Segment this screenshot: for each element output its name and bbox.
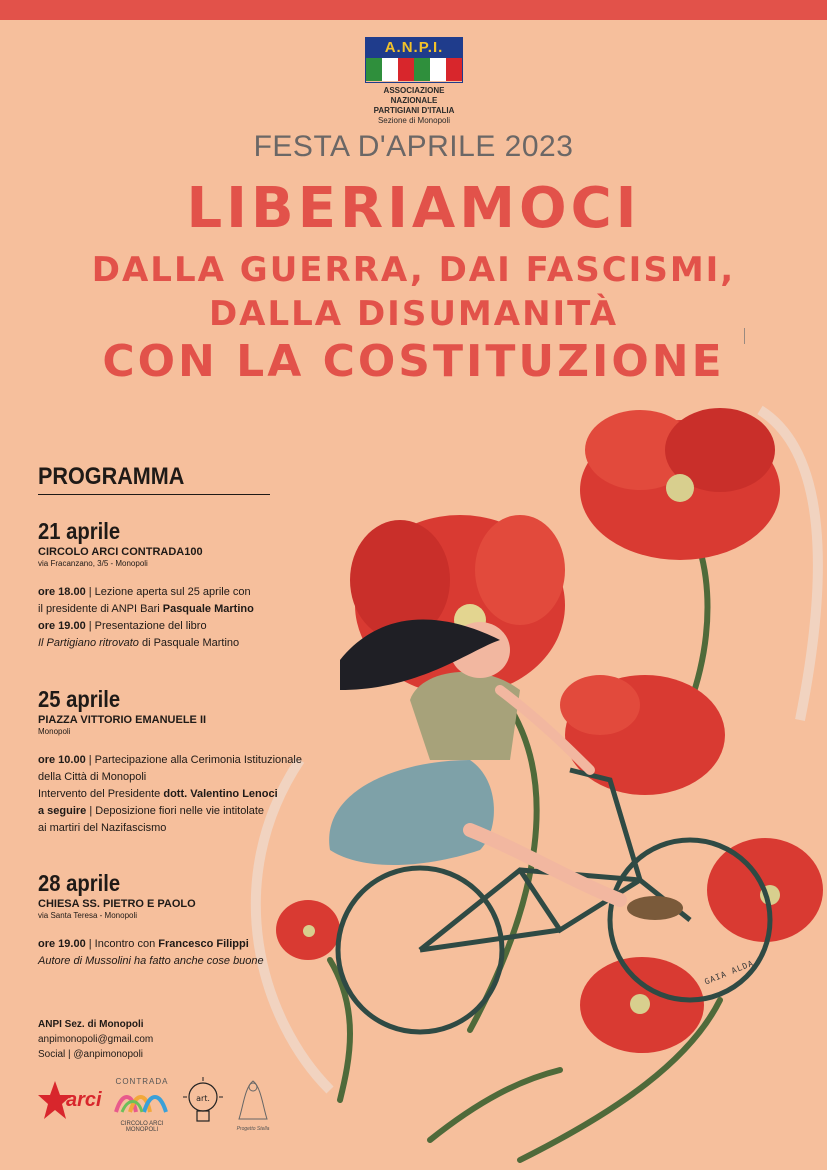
contrada-logo-name: CONTRADA <box>115 1077 169 1086</box>
event-25-aprile <box>38 686 338 837</box>
contact-email[interactable]: anpimonopoli@gmail.com <box>38 1034 154 1045</box>
contact-org: ANPI Sez. di Monopoli <box>38 1019 144 1030</box>
event-address: Monopoli <box>38 727 71 736</box>
event-text: | Partecipazione alla Cerimonia Istituzionale <box>85 754 302 766</box>
anpi-line1: ASSOCIAZIONE NAZIONALE <box>383 86 445 105</box>
event-text: ai martiri del Nazifascismo <box>38 822 167 834</box>
event-date: 28 aprile <box>38 870 121 896</box>
event-place: CIRCOLO ARCI CONTRADA100 <box>38 546 203 558</box>
poppy-right-middle <box>560 675 725 795</box>
contrada-logo-subtitle: CIRCOLO ARCI MONOPOLI <box>120 1121 164 1133</box>
contact-social[interactable]: Social | @anpimonopoli <box>38 1049 144 1060</box>
event-text: il presidente di ANPI Bari <box>38 603 163 615</box>
lightbulb-icon <box>181 1077 225 1133</box>
event-time: a seguire <box>38 805 87 817</box>
program-heading: PROGRAMMA <box>38 463 185 490</box>
art-logo <box>181 1077 225 1138</box>
event-speaker: Pasquale Martino <box>162 603 254 615</box>
event-place: PIAZZA VITTORIO EMANUELE II <box>38 714 207 726</box>
artist-signature: GAIA ALDA <box>703 958 756 987</box>
progetto-stella-logo <box>233 1077 273 1132</box>
event-speaker: dott. Valentino Lenoci <box>163 788 278 800</box>
contrada-logo <box>112 1077 172 1133</box>
poppy-top-right <box>580 408 780 560</box>
event-time: ore 19.00 <box>38 620 86 632</box>
event-text: | Lezione aperta sul 25 aprile con <box>85 586 251 598</box>
anpi-line2: PARTIGIANI D'ITALIA <box>373 106 455 115</box>
event-text: Autore di <box>38 955 86 967</box>
event-text: | Deposizione fiori nelle vie intitolate <box>86 805 265 817</box>
event-address: via Fracanzano, 3/5 - Monopoli <box>38 559 148 568</box>
partner-logos <box>38 1077 278 1137</box>
event-place: CHIESA SS. PIETRO E PAOLO <box>38 898 196 910</box>
event-description <box>38 936 338 970</box>
arci-logo-text: arci <box>66 1089 102 1111</box>
contact-block <box>38 1017 153 1062</box>
subtitle-line2: DALLA DISUMANITÀ <box>208 294 619 334</box>
event-address: via Santa Teresa - Monopoli <box>38 911 138 920</box>
event-text: di Pasquale Martino <box>138 637 240 649</box>
festa-heading: FESTA D'APRILE 2023 <box>253 130 574 163</box>
event-text: della Città di Monopoli <box>38 771 147 783</box>
event-date: 25 aprile <box>38 686 121 712</box>
art-logo-text: art. <box>196 1094 210 1103</box>
event-text: | Incontro con <box>85 938 159 950</box>
event-description <box>38 584 338 652</box>
poppy-bottom <box>580 957 704 1053</box>
event-text: | Presentazione del libro <box>85 620 207 632</box>
book-title: Il Partigiano ritrovato <box>38 637 139 649</box>
arci-logo <box>38 1079 102 1126</box>
event-28-aprile <box>38 870 338 970</box>
event-speaker: Francesco Filippi <box>158 938 249 950</box>
anpi-line3: Sezione di Monopoli <box>377 116 451 125</box>
event-text: Intervento del Presidente <box>38 788 164 800</box>
event-description <box>38 752 338 837</box>
stella-figure-icon <box>235 1077 271 1121</box>
event-21-aprile <box>38 518 338 652</box>
program-divider <box>38 494 270 495</box>
event-time: ore 18.00 <box>38 586 86 598</box>
title-costituzione: CON LA COSTITUZIONE <box>102 336 725 387</box>
anpi-badge-text: A.N.P.I. <box>366 38 462 58</box>
book-title: Mussolini ha fatto anche cose buone <box>85 955 264 967</box>
event-time: ore 19.00 <box>38 938 86 950</box>
subtitle-line1: DALLA GUERRA, DAI FASCISMI, <box>91 250 736 290</box>
event-time: ore 10.00 <box>38 754 86 766</box>
stella-logo-text: Progetto Stella <box>236 1126 270 1132</box>
contrada-rainbow-icon <box>112 1086 172 1116</box>
main-title: LIBERIAMOCI <box>186 176 641 241</box>
event-date: 21 aprile <box>38 518 121 544</box>
